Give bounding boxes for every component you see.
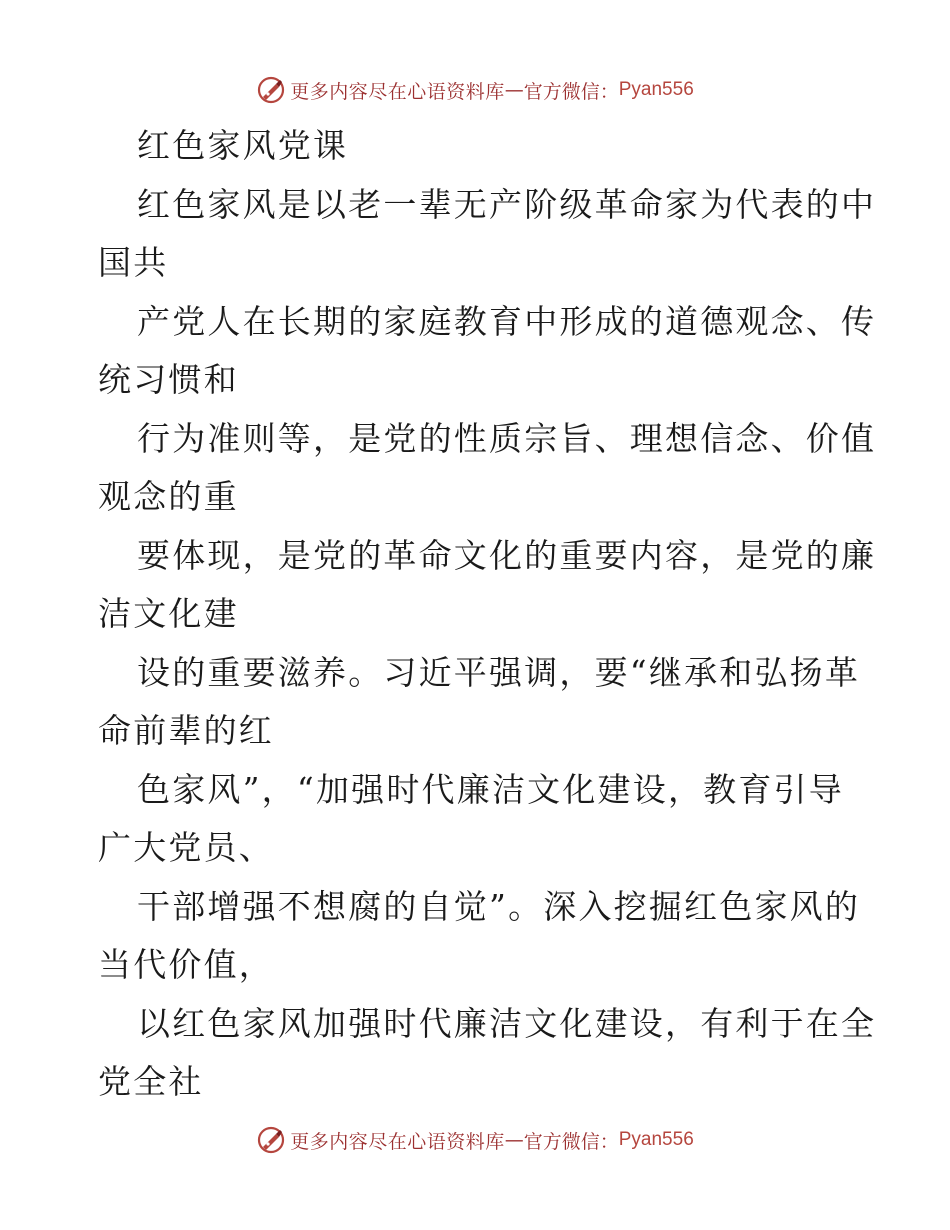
watermark-wechat-id: Pyan556 (618, 1129, 694, 1150)
watermark-banner-bottom (0, 1120, 950, 1160)
paragraph-line: 洁文化建 (98, 594, 239, 633)
watermark-separator: — (504, 79, 524, 101)
document-title: 红色家风党课 (137, 126, 349, 165)
paragraph-line: 要体现，是党的革命文化的重要内容，是党的廉 (137, 536, 877, 575)
pen-nib-logo-icon (256, 75, 286, 105)
paragraph-line: 设的重要滋养。习近平强调，要“继承和弘扬革 (137, 653, 861, 692)
watermark-wechat-label: 官方微信： (523, 1130, 619, 1153)
pen-nib-logo-icon (256, 1125, 286, 1155)
paragraph-line: 统习惯和 (98, 360, 239, 399)
watermark-banner-top (0, 70, 950, 110)
watermark-text: 更多内容尽在心语资料库 (290, 1130, 505, 1153)
paragraph-line: 产党人在长期的家庭教育中形成的道德观念、传 (137, 302, 877, 341)
paragraph-line: 红色家风是以老一辈无产阶级革命家为代表的中 (137, 185, 877, 224)
paragraph-line: 行为准则等，是党的性质宗旨、理想信念、价值 (137, 419, 877, 458)
paragraph-line: 以红色家风加强时代廉洁文化建设，有利于在全 (137, 1004, 877, 1043)
paragraph-line: 干部增强不想腐的自觉”。深入挖掘红色家风的 (137, 887, 861, 926)
watermark-wechat-id: Pyan556 (618, 79, 694, 100)
paragraph-line: 国共 (98, 243, 169, 282)
paragraph-line: 当代价值， (98, 945, 274, 984)
paragraph-line: 观念的重 (98, 477, 239, 516)
paragraph-line: 色家风”，“加强时代廉洁文化建设，教育引导 (137, 770, 844, 809)
paragraph-line: 命前辈的红 (98, 711, 274, 750)
watermark-text: 更多内容尽在心语资料库 (290, 80, 505, 103)
paragraph-line: 党全社 (98, 1062, 204, 1101)
paragraph-line: 广大党员、 (98, 828, 274, 867)
watermark-separator: — (504, 1129, 524, 1151)
watermark-wechat-label: 官方微信： (523, 80, 619, 103)
